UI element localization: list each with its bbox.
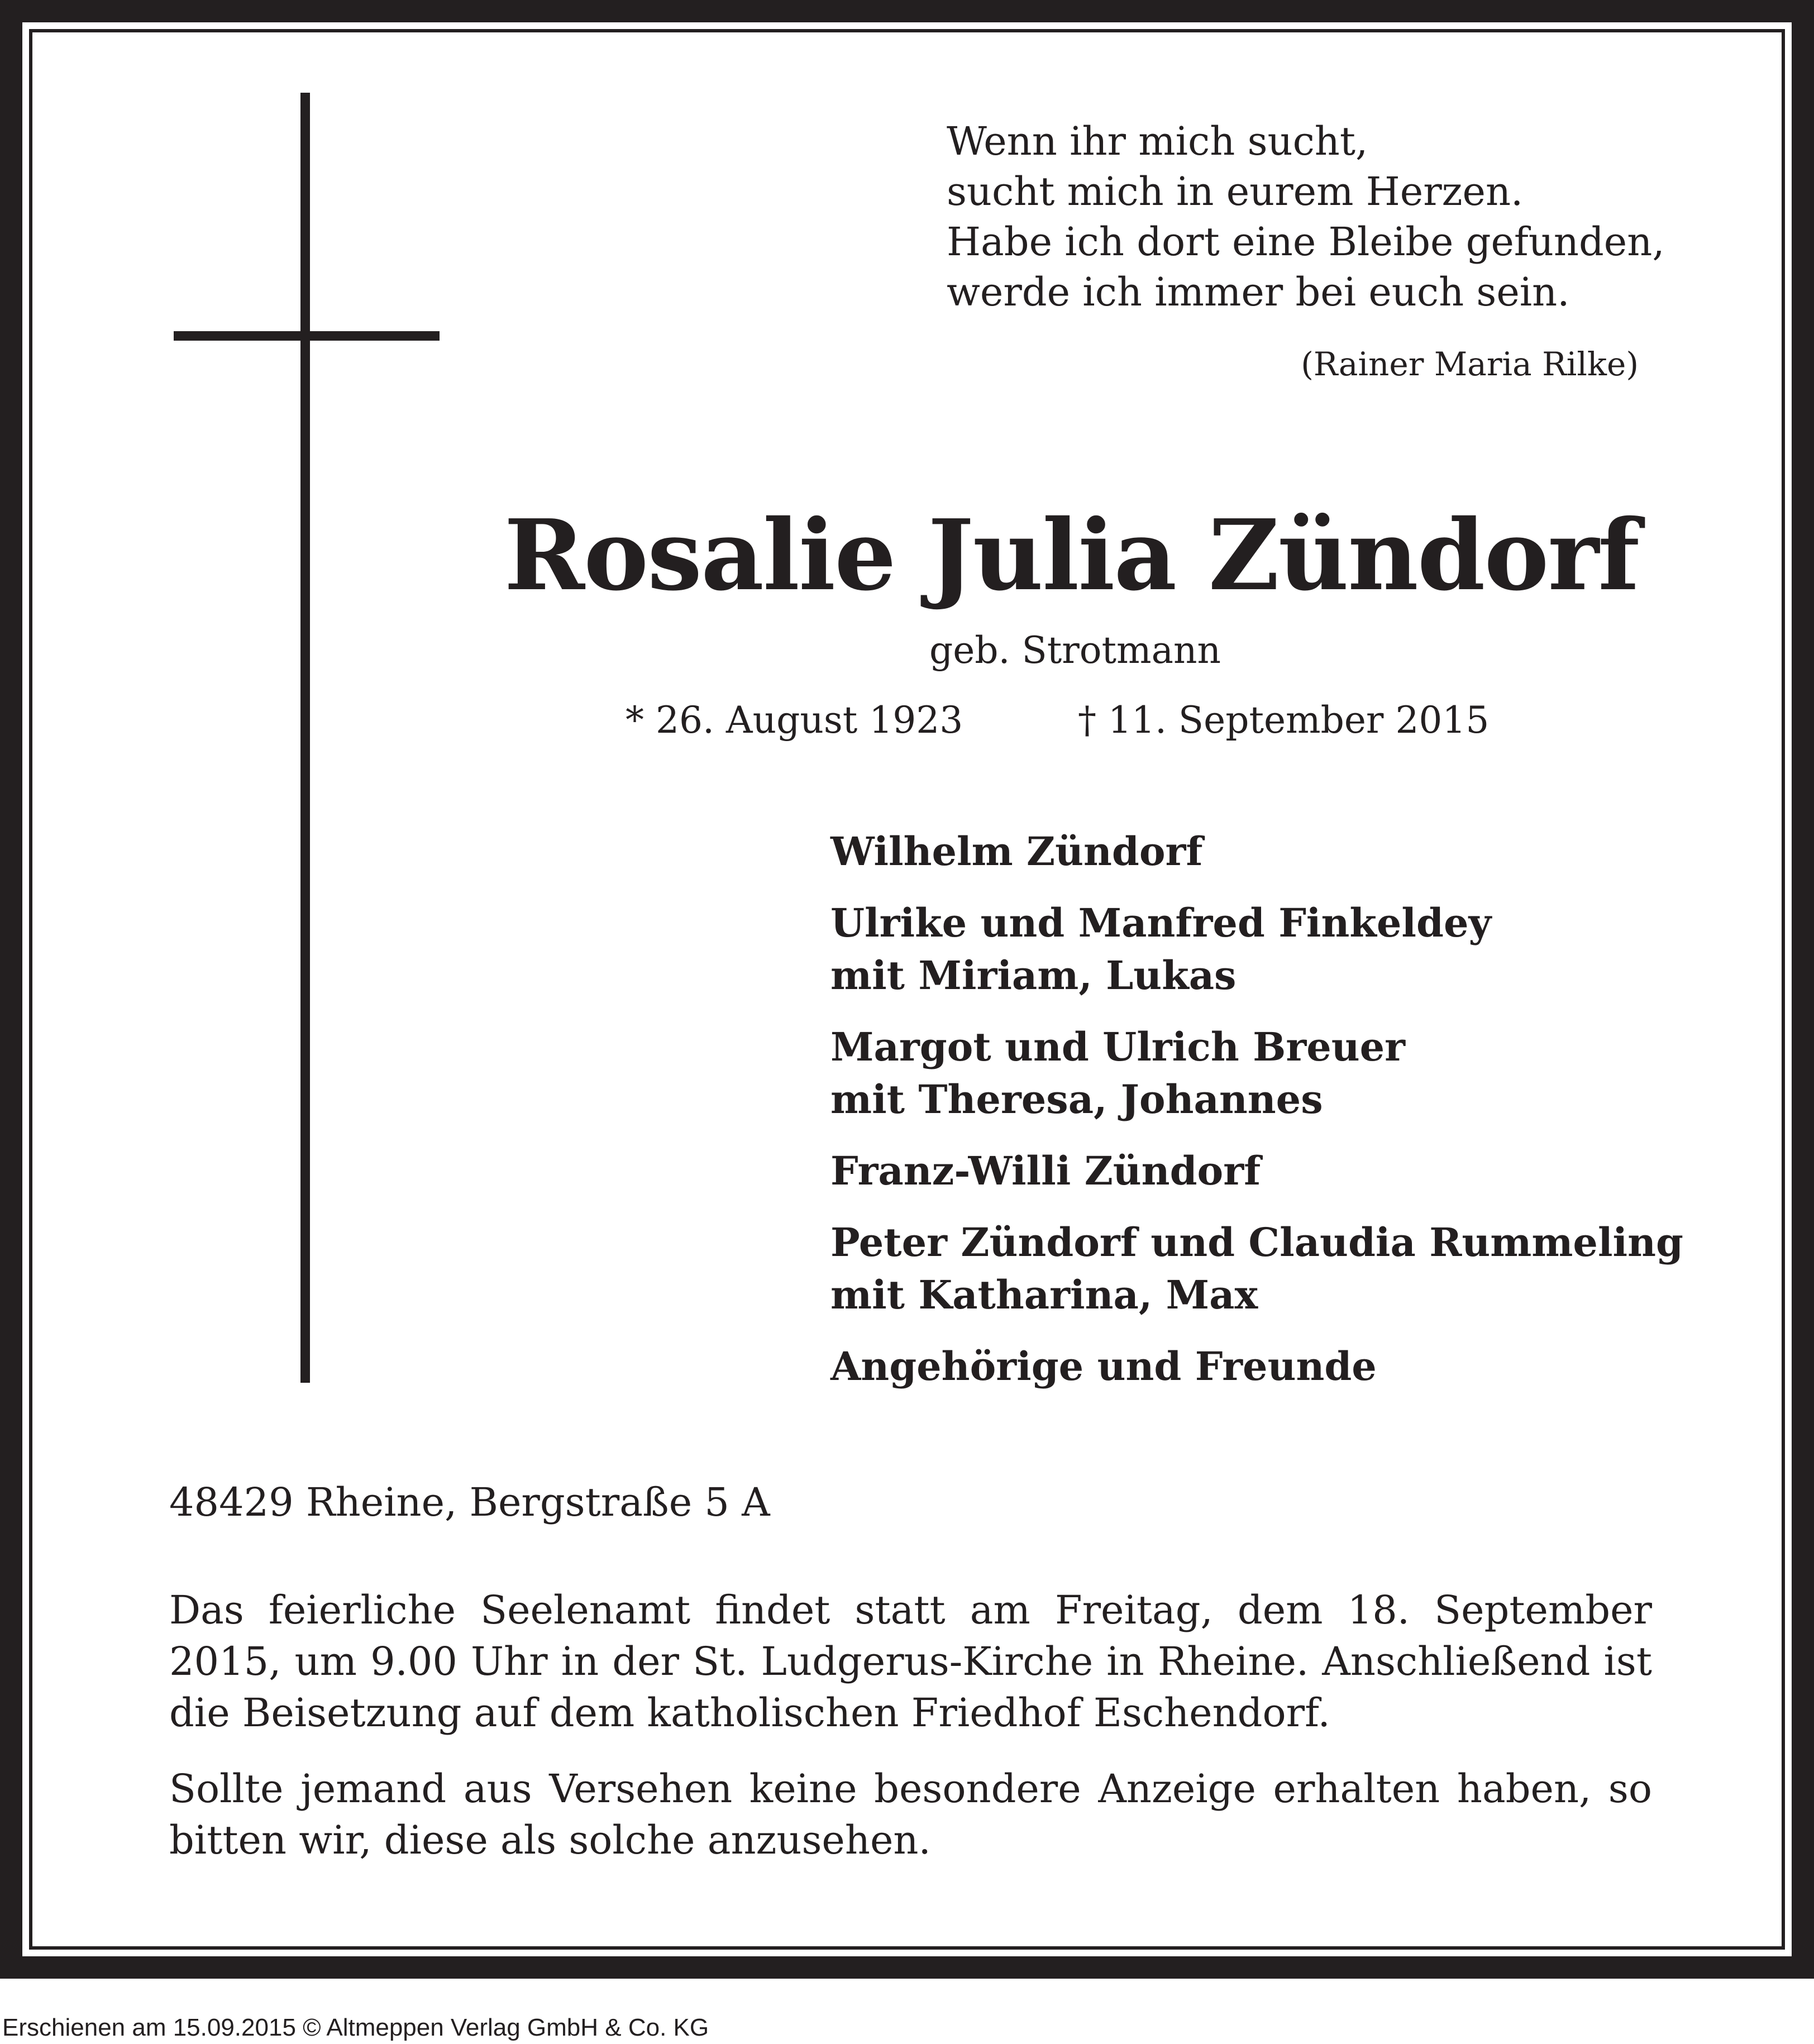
mourners-list [830,825,1724,1412]
funeral-service-paragraph: Das feierliche Seelenamt findet statt am Freitag, dem 18. September 2015, um 9.00 Uhr in der St. Ludgerus-Kirche in Rheine. Anschließend ist die Beisetzung auf dem katholischen Friedhof Eschendorf. [169,1587,1652,1736]
mourner-entry [830,825,1724,878]
mourner-line: Franz-Willi Zündorf [830,1148,1261,1194]
death-date: † 11. September 2015 [1078,699,1490,742]
mourner-line: Wilhelm Zündorf [830,828,1203,875]
mourner-entry [830,1340,1724,1393]
mourner-line: mit Katharina, Max [830,1272,1258,1318]
publication-footer: Erschienen am 15.09.2015 © Altmeppen Verlag GmbH & Co. KG [2,2014,709,2041]
notice-paragraph: Sollte jemand aus Versehen keine besondere Anzeige erhalten haben, so bitten wir, diese als solche anzusehen. [169,1766,1652,1863]
mourner-entry [830,1021,1724,1126]
poem-attribution: (Rainer Maria Rilke) [1301,345,1639,383]
mourner-line: Ulrike und Manfred Finkeldey [830,900,1492,946]
mourner-line: mit Miriam, Lukas [830,952,1237,999]
mourner-entry [830,1145,1724,1197]
family-address: 48429 Rheine, Bergstraße 5 A [169,1479,770,1525]
birth-name: geb. Strotmann [929,629,1221,672]
mourner-line: Peter Zündorf und Claudia Rummeling [830,1219,1683,1265]
mourner-entry [830,897,1724,1002]
mourner-line: mit Theresa, Johannes [830,1076,1323,1123]
poem-text: Wenn ihr mich sucht, sucht mich in eurem Herzen. Habe ich dort eine Bleibe gefunden, werde ich immer bei euch sein. [947,118,1665,315]
mourner-line: Margot und Ulrich Breuer [830,1024,1406,1070]
birth-date: * 26. August 1923 [626,699,963,742]
mourner-entry [830,1216,1724,1321]
cross-icon-horizontal [174,331,440,341]
mourner-line: Angehörige und Freunde [830,1343,1377,1389]
cross-icon-vertical [300,93,310,1383]
deceased-name: Rosalie Julia Zündorf [504,499,1639,613]
